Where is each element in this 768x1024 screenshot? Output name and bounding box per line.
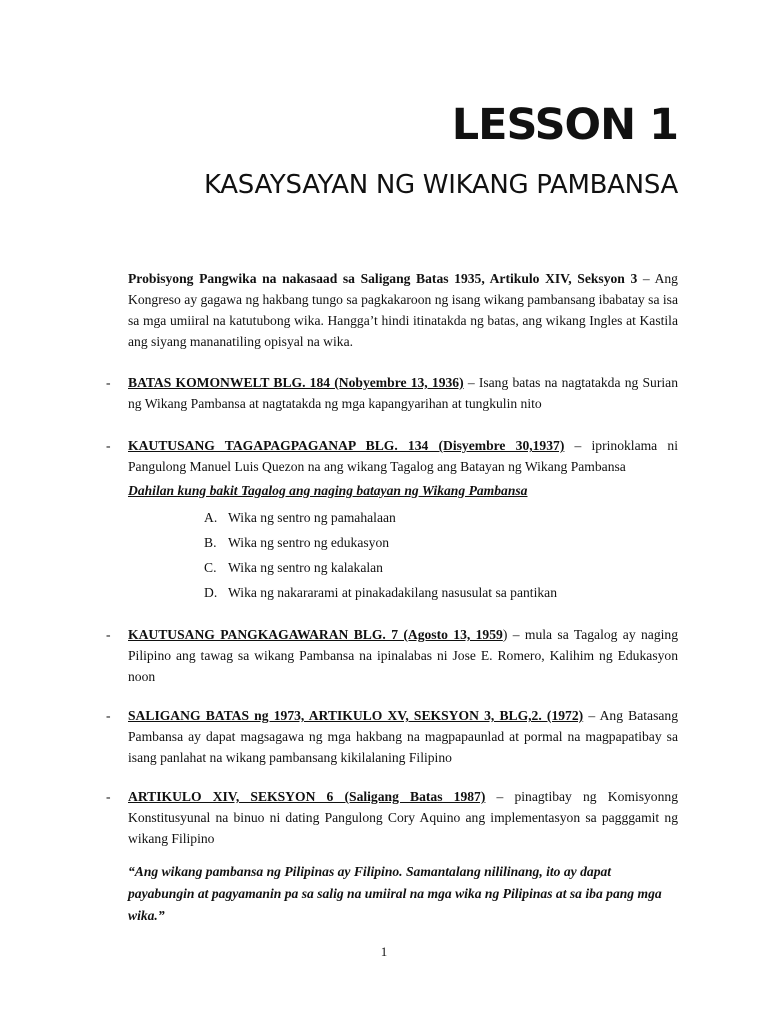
item-heading: ARTIKULO XIV, SEKSYON 6 (Saligang Batas 1987) xyxy=(128,789,486,804)
intro-heading: Probisyong Pangwika na nakasaad sa Saligang Batas 1935, Artikulo XIV, Seksyon 3 xyxy=(128,271,638,286)
lesson-subtitle: KASAYSAYAN NG WIKANG PAMBANSA xyxy=(204,170,678,200)
list-item-batas-komonwelt xyxy=(106,372,678,414)
intro-paragraph xyxy=(128,268,678,352)
list-letter: A. xyxy=(204,510,218,525)
bullet-dash: - xyxy=(106,708,111,723)
list-text: Wika ng nakararami at pinakadakilang nasusulat sa pantikan xyxy=(228,585,557,600)
item-text: – pinagtibay ng Komisyonng Konstitusyunal na binuo ni dating Pangulong Cory Aquino ang implementasyon sa pagggamit ng wikang Filipino xyxy=(128,789,678,846)
item-heading: SALIGANG BATAS ng 1973, ARTIKULO XV, SEKSYON 3, BLG,2. (1972) xyxy=(128,708,584,723)
bullet-dash: - xyxy=(106,438,111,453)
list-text: Wika ng sentro ng edukasyon xyxy=(228,535,390,550)
list-letter: C. xyxy=(204,560,217,575)
list-item-artikulo-xiv xyxy=(106,786,678,849)
constitution-quote: “Ang wikang pambansa ng Pilipinas ay Filipino. Samantalang nililinang, ito ay dapat payabungin at pagyamanin pa sa salig na umiiral na mga wika ng Pilipinas at sa iba pang mga wika.” xyxy=(128,864,662,923)
list-item xyxy=(204,505,678,530)
lesson-title: LESSON 1 xyxy=(451,100,678,150)
list-letter: D. xyxy=(204,585,218,600)
bullet-dash: - xyxy=(106,627,111,642)
list-text: Wika ng sentro ng pamahalaan xyxy=(228,510,396,525)
reasons-list xyxy=(128,505,678,605)
item-text: ) – mula sa Tagalog ay naging Pilipino ang tawag sa wikang Pambansa na ipinalabas ni Jose E. Romero, Kalihim ng Edukasyon noon xyxy=(128,627,678,684)
reasons-heading: Dahilan kung bakit Tagalog ang naging batayan ng Wikang Pambansa xyxy=(128,483,528,498)
item-heading: KAUTUSANG PANGKAGAWARAN BLG. 7 (Agosto 13, 1959 xyxy=(128,627,503,642)
list-item xyxy=(204,530,678,555)
page-number: 1 xyxy=(380,944,388,959)
list-letter: B. xyxy=(204,535,217,550)
item-text: – Isang batas na nagtatakda ng Surian ng Wikang Pambansa at nagtatakda ng mga kapangyarihan at tungkulin nito xyxy=(128,375,678,411)
item-text: – iprinoklama ni Pangulong Manuel Luis Quezon na ang wikang Tagalog ang Batayan ng Wikang Pambansa xyxy=(128,438,678,474)
list-item xyxy=(204,555,678,580)
list-text: Wika ng sentro ng kalakalan xyxy=(228,560,383,575)
item-text: – Ang Batasang Pambansa ay dapat magsagawa ng mga hakbang na magpapaunlad at pormal na magpapatibay sa isang panlahat na wikang pambansang kikilalaning Filipino xyxy=(128,708,678,765)
list-item-kautusang-tagapagpaganap xyxy=(106,435,678,477)
list-item xyxy=(204,580,678,605)
list-item-kautusang-pangkagawaran xyxy=(106,624,678,687)
intro-text: – Ang Kongreso ay gagawa ng hakbang tungo sa pagkakaroon ng isang wikang pambansang ibabatay sa isa sa mga umiiral na katutubong wika. Hangga’t hindi itinatakda ng batas, ang wikang Ingles at Kastila ang siyang mananatiling opisyal na wika. xyxy=(128,271,678,349)
document-body xyxy=(106,268,678,927)
item-heading: KAUTUSANG TAGAPAGPAGANAP BLG. 134 (Disyembre 30,1937) xyxy=(128,438,565,453)
bullet-dash: - xyxy=(106,375,111,390)
item-heading: BATAS KOMONWELT BLG. 184 (Nobyembre 13, 1936) xyxy=(128,375,464,390)
list-item-saligang-batas-1973 xyxy=(106,705,678,768)
bullet-dash: - xyxy=(106,789,111,804)
